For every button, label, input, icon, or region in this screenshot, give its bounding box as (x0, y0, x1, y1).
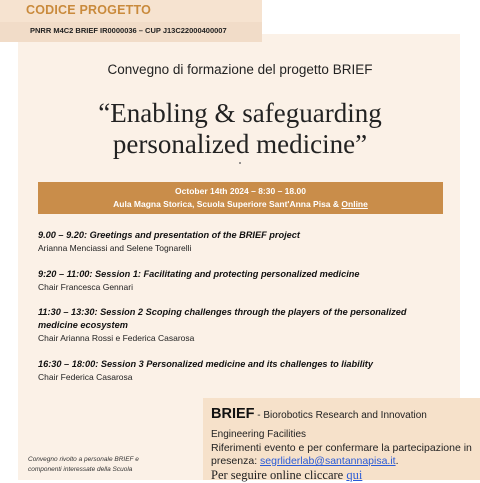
contact-reference: Riferimenti evento e per confermare la partecipazione in (211, 442, 472, 454)
agenda-item (38, 229, 448, 254)
brief-description: - Biorobotics Research and Innovation (254, 410, 427, 421)
contact-prefix: presenza: (211, 455, 261, 467)
online-follow-text: Per seguire online cliccare (211, 468, 347, 482)
event-venue-line (38, 199, 443, 209)
intro-text: Convegno di formazione del progetto BRIEF (107, 62, 373, 77)
online-follow-line (211, 468, 362, 483)
agenda-item-chair: Chair Arianna Rossi e Federica Casarosa (38, 333, 195, 343)
agenda-item (38, 358, 448, 383)
contact-period: . (395, 455, 399, 467)
agenda-item-chair: Chair Federica Casarosa (38, 372, 133, 382)
project-code-title: CODICE PROGETTO (26, 3, 152, 17)
contact-email-line (211, 455, 399, 467)
brief-name: BRIEF (211, 406, 255, 422)
project-code-value: PNRR M4C2 BRIEF IR0000036 – CUP J13C22000400007 (30, 26, 227, 35)
brief-description-cont: Engineering Facilities (211, 429, 307, 440)
event-title-line1: “Enabling & safeguarding (98, 98, 382, 128)
brief-header (211, 406, 427, 422)
online-link[interactable]: Online (341, 199, 368, 209)
agenda-item (38, 306, 448, 344)
event-info-band (38, 182, 443, 214)
event-title-line2: personalized medicine” (112, 129, 368, 159)
decorative-dot (239, 162, 241, 164)
online-follow-link[interactable]: qui (346, 468, 363, 482)
agenda-item-chair: Arianna Menciassi and Selene Tognarelli (38, 243, 192, 253)
project-code-bar (0, 22, 262, 42)
agenda-item (38, 268, 448, 293)
event-venue: Aula Magna Storica, Scuola Superiore Sant'Anna Pisa & (113, 199, 342, 209)
agenda-item-title: 11:30 – 13:30: Session 2 Scoping challenges through the players of the personalized medicine ecosystem (38, 307, 407, 330)
event-date-time: October 14th 2024 – 8:30 – 18.00 (175, 186, 306, 196)
contact-email-link[interactable]: segrliderlab@santannapisa.it (260, 455, 396, 467)
brief-contact-box (203, 398, 480, 480)
agenda-item-title: 9.00 – 9.20: Greetings and presentation of the BRIEF project (38, 230, 300, 240)
event-title (0, 98, 480, 160)
project-code-header (0, 0, 262, 22)
audience-note: Convegno rivolto a personale BRIEF e componenti interessate della Scuola (28, 456, 139, 473)
agenda-item-title: 16:30 – 18:00: Session 3 Personalized medicine and its challenges to liability (38, 359, 373, 369)
agenda-item-title: 9:20 – 11:00: Session 1: Facilitating and protecting personalized medicine (38, 269, 360, 279)
agenda-item-chair: Chair Francesca Gennari (38, 282, 133, 292)
